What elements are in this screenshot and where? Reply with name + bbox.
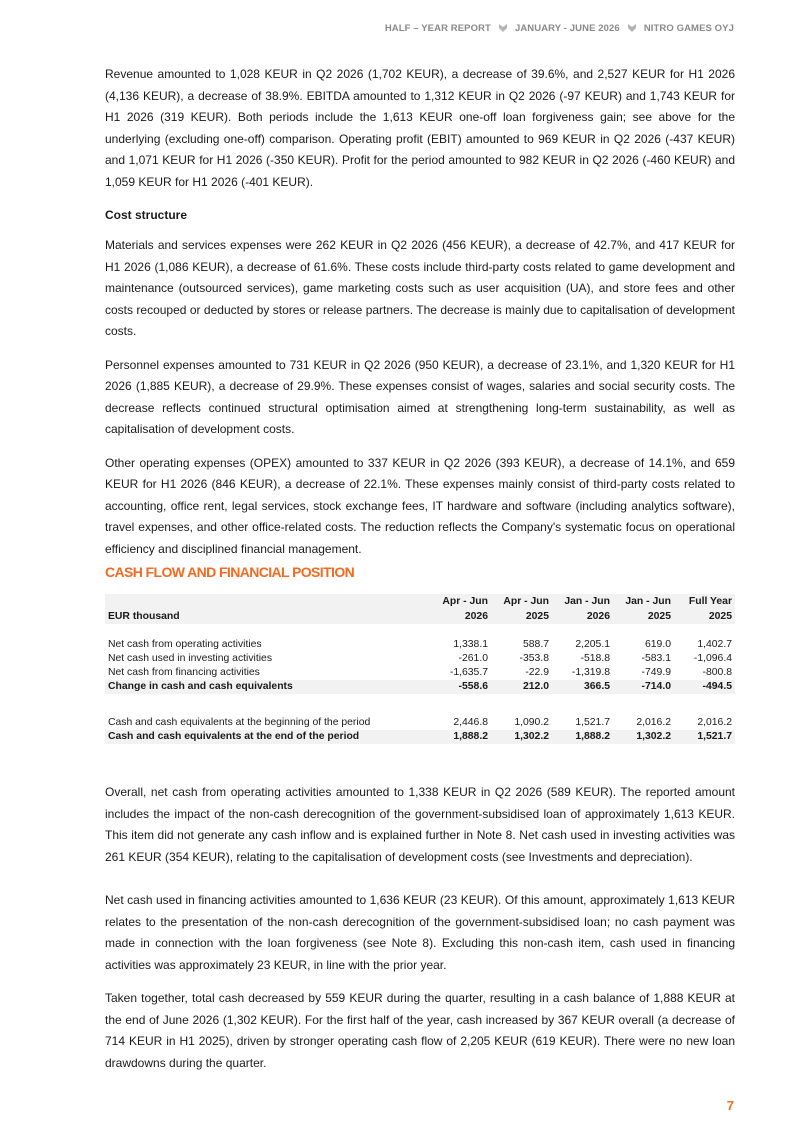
row-value: -749.9 bbox=[641, 667, 671, 678]
row-value: 1,302.2 bbox=[491, 730, 552, 744]
table-header-row-top bbox=[105, 594, 735, 609]
header-company: NITRO GAMES OYJ bbox=[643, 22, 734, 34]
row-value: 2,016.2 bbox=[636, 717, 671, 728]
row-value: 2,016.2 bbox=[697, 717, 732, 728]
col-bottom: 2025 bbox=[613, 609, 674, 624]
row-value: 366.5 bbox=[552, 680, 613, 694]
col-top: Jan - Jun bbox=[613, 594, 674, 609]
row-label: Cash and cash equivalents at the end of the period bbox=[105, 730, 430, 744]
row-label: Net cash from operating activities bbox=[108, 639, 262, 650]
operating-cash-paragraph: Overall, net cash from operating activities amounted to 1,338 KEUR in Q2 2026 (589 KEUR). The reported amount includes the impact of the non-cash derecognition of the government-subsidised loan of approximately 1,613 KEUR. This item did not generate any cash inflow and is explained further in Note 8. Net cash used in investing activities was 261 KEUR (354 KEUR), relating to the capitalisation of development costs (see Investments and depreciation). bbox=[105, 785, 735, 864]
col-bottom: 2026 bbox=[430, 609, 491, 624]
financing-cash-paragraph: Net cash used in financing activities amounted to 1,636 KEUR (23 KEUR). Of this amount, approximately 1,613 KEUR relates to the presentation of the non-cash derecognition of the government-subsidised loan; no cash payment was made in connection with the loan forgiveness (see Note 8). Excluding this non-cash item, cash used in financing activities was approximately 23 KEUR, in line with the prior year. bbox=[105, 893, 735, 972]
page-header bbox=[385, 22, 734, 34]
table-spacer bbox=[105, 708, 735, 716]
row-value: 1,302.2 bbox=[613, 730, 674, 744]
row-value: 1,888.2 bbox=[430, 730, 491, 744]
table-row bbox=[105, 666, 735, 680]
table-row bbox=[105, 638, 735, 652]
row-value: -518.8 bbox=[580, 653, 610, 664]
row-label: Net cash from financing activities bbox=[108, 667, 260, 678]
row-value: -558.6 bbox=[430, 680, 491, 694]
row-value: -1,096.4 bbox=[693, 653, 732, 664]
row-label: Cash and cash equivalents at the beginning of the period bbox=[108, 717, 371, 728]
materials-paragraph: Materials and services expenses were 262 KEUR in Q2 2026 (456 KEUR), a decrease of 42.7%, and 417 KEUR for H1 2026 (1,086 KEUR), a decrease of 61.6%. These costs include third-party costs related to game development and maintenance (outsourced services), game marketing costs such as user acquisition (UA), and store fees and other costs recouped or deducted by stores or release partners. The decrease is mainly due to capitalisation of development costs. bbox=[105, 238, 735, 338]
row-label: Net cash used in investing activities bbox=[108, 653, 273, 664]
row-value: -1,635.7 bbox=[449, 667, 488, 678]
row-value: 588.7 bbox=[522, 639, 549, 650]
col-top: Apr - Jun bbox=[491, 594, 552, 609]
row-value: -583.1 bbox=[641, 653, 671, 664]
row-value: -353.8 bbox=[519, 653, 549, 664]
page-number: 7 bbox=[726, 1098, 734, 1113]
row-value: 1,090.2 bbox=[514, 717, 549, 728]
col-top: Jan - Jun bbox=[552, 594, 613, 609]
nitro-chevron-icon bbox=[497, 22, 509, 34]
table-spacer bbox=[105, 694, 735, 708]
col-bottom: 2025 bbox=[491, 609, 552, 624]
row-value: 1,521.7 bbox=[674, 730, 735, 744]
unit-label: EUR thousand bbox=[105, 609, 430, 624]
col-top: Full Year bbox=[674, 594, 735, 609]
table-row bbox=[105, 716, 735, 730]
row-label: Change in cash and cash equivalents bbox=[105, 680, 430, 694]
summary-cash-paragraph: Taken together, total cash decreased by 559 KEUR during the quarter, resulting in a cash balance of 1,888 KEUR at the end of June 2026 (1,302 KEUR). For the first half of the year, cash increased by 367 KEUR overall (a decrease of 714 KEUR in H1 2025), driven by stronger operating cash flow of 2,205 KEUR (619 KEUR). There were no new loan drawdowns during the quarter. bbox=[105, 991, 735, 1070]
row-value: 1,338.1 bbox=[453, 639, 488, 650]
row-value: 1,402.7 bbox=[697, 639, 732, 650]
cash-flow-table bbox=[105, 594, 735, 744]
table-spacer bbox=[105, 624, 735, 638]
personnel-paragraph: Personnel expenses amounted to 731 KEUR in Q2 2026 (950 KEUR), a decrease of 23.1%, and 1,320 KEUR for H1 2026 (1,885 KEUR), a decrease of 29.9%. These expenses consist of wages, salaries and social security costs. The decrease reflects continued structural optimisation aimed at strengthening long-term sustainability, as well as capitalisation of development costs. bbox=[105, 357, 735, 436]
row-value: -714.0 bbox=[613, 680, 674, 694]
row-value: -494.5 bbox=[674, 680, 735, 694]
revenue-paragraph: Revenue amounted to 1,028 KEUR in Q2 2026 (1,702 KEUR), a decrease of 39.6%, and 2,527 KEUR for H1 2026 (4,136 KEUR), a decrease of 38.9%. EBITDA amounted to 1,312 KEUR in Q2 2026 (-97 KEUR) and 1,743 KEUR for H1 2026 (319 KEUR). Both periods include the 1,613 KEUR one-off loan forgiveness gain; see above for the underlying (excluding one-off) comparison. Operating profit (EBIT) amounted to 969 KEUR in Q2 2026 (-437 KEUR) and 1,071 KEUR for H1 2026 (-350 KEUR). Profit for the period amounted to 982 KEUR in Q2 2026 (-460 KEUR) and 1,059 KEUR for H1 2026 (-401 KEUR). bbox=[105, 67, 735, 189]
row-value: -800.8 bbox=[702, 667, 732, 678]
row-value: -1,319.8 bbox=[571, 667, 610, 678]
table-row-total bbox=[105, 730, 735, 744]
nitro-chevron-icon bbox=[626, 22, 638, 34]
opex-paragraph: Other operating expenses (OPEX) amounted to 337 KEUR in Q2 2026 (393 KEUR), a decrease of 14.1%, and 659 KEUR for H1 2026 (846 KEUR), a decrease of 22.1%. These expenses mainly consist of third-party costs related to accounting, office rent, legal services, stock exchange fees, IT hardware and software (including analytics software), travel expenses, and other office-related costs. The reduction reflects the Company's systematic focus on operational efficiency and disciplined financial management. bbox=[105, 455, 735, 556]
row-value: 619.0 bbox=[644, 639, 671, 650]
row-value: 212.0 bbox=[491, 680, 552, 694]
col-bottom: 2025 bbox=[674, 609, 735, 624]
cash-flow-text bbox=[105, 782, 735, 1086]
row-value: 1,521.7 bbox=[575, 717, 610, 728]
col-top: Apr - Jun bbox=[430, 594, 491, 609]
table-header-row-bottom bbox=[105, 609, 735, 624]
row-value: -261.0 bbox=[458, 653, 488, 664]
main-text bbox=[105, 64, 735, 572]
table-row-total bbox=[105, 680, 735, 694]
row-value: 2,446.8 bbox=[453, 717, 488, 728]
cost-structure-heading: Cost structure bbox=[105, 208, 188, 222]
header-period: JANUARY - JUNE 2026 bbox=[514, 22, 620, 34]
row-value: 2,205.1 bbox=[575, 639, 610, 650]
cash-flow-section-title: CASH FLOW AND FINANCIAL POSITION bbox=[105, 564, 355, 580]
col-bottom: 2026 bbox=[552, 609, 613, 624]
table-header-blank bbox=[105, 594, 430, 609]
row-value: -22.9 bbox=[525, 667, 549, 678]
header-report-type: HALF – YEAR REPORT bbox=[384, 22, 491, 34]
row-value: 1,888.2 bbox=[552, 730, 613, 744]
table-row bbox=[105, 652, 735, 666]
